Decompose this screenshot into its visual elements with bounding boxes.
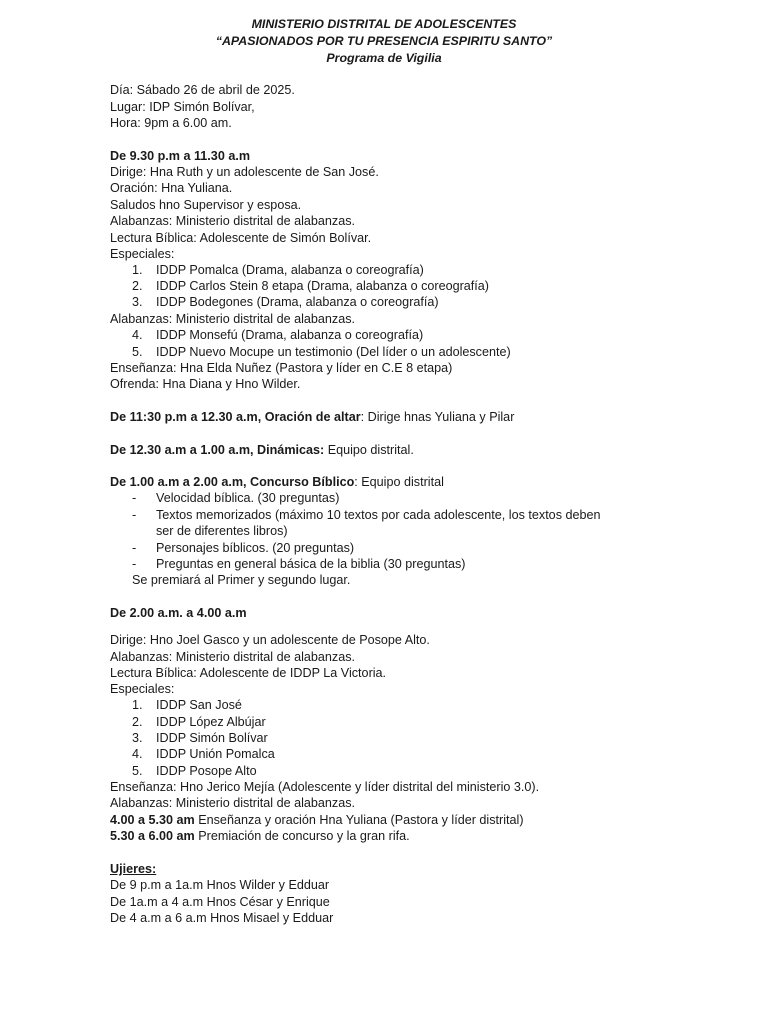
list-item — [0, 540, 768, 556]
block5-time-2 — [110, 828, 410, 844]
block1-alabanzas-2: Alabanzas: Ministerio distrital de alabanzas. — [110, 312, 356, 326]
info-lugar: Lugar: IDP Simón Bolívar, — [110, 100, 255, 114]
list-text: IDDP Pomalca (Drama, alabanza o coreografía) — [156, 263, 424, 277]
list-dash: - — [132, 491, 137, 505]
block5-alabanzas: Alabanzas: Ministerio distrital de alabanzas. — [110, 650, 356, 664]
list-item — [0, 294, 768, 310]
list-item — [0, 278, 768, 294]
list-text: ser de diferentes libros) — [156, 524, 288, 538]
block1-oracion: Oración: Hna Yuliana. — [110, 181, 233, 195]
list-text: IDDP San José — [156, 698, 242, 712]
list-text: IDDP Unión Pomalca — [156, 747, 275, 761]
list-item — [0, 344, 768, 360]
list-text: Preguntas en general básica de la biblia (30 preguntas) — [156, 557, 466, 571]
list-number: 1. — [132, 698, 143, 712]
list-item — [0, 730, 768, 746]
list-number: 4. — [132, 328, 143, 342]
time-label: 5.30 a 6.00 am — [110, 829, 195, 843]
list-dash: - — [132, 541, 137, 555]
list-text: IDDP Carlos Stein 8 etapa (Drama, alabanza o coreografía) — [156, 279, 489, 293]
info-hora: Hora: 9pm a 6.00 am. — [110, 116, 232, 130]
block1-heading: De 9.30 p.m a 11.30 a.m — [110, 149, 251, 163]
list-text: IDDP Bodegones (Drama, alabanza o coreografía) — [156, 295, 439, 309]
list-number: 5. — [132, 764, 143, 778]
block5-especiales-label: Especiales: — [110, 682, 175, 696]
block2-detail: : Dirige hnas Yuliana y Pilar — [360, 410, 515, 424]
block3-line — [110, 442, 414, 458]
block2-line — [110, 409, 514, 425]
block5-alabanzas-2: Alabanzas: Ministerio distrital de alabanzas. — [110, 796, 356, 810]
block1-especiales-label: Especiales: — [110, 247, 175, 261]
block5-dirige: Dirige: Hno Joel Gasco y un adolescente de Posope Alto. — [110, 633, 430, 647]
list-text: IDDP Simón Bolívar — [156, 731, 268, 745]
block1-alabanzas: Alabanzas: Ministerio distrital de alabanzas. — [110, 214, 356, 228]
list-item — [0, 262, 768, 278]
list-item — [0, 697, 768, 713]
header-ministerio: MINISTERIO DISTRITAL DE ADOLESCENTES — [251, 17, 517, 31]
list-text: Textos memorizados (máximo 10 textos por cada adolescente, los textos deben — [156, 508, 601, 522]
block1-ensenanza: Enseñanza: Hna Elda Nuñez (Pastora y líder en C.E 8 etapa) — [110, 361, 453, 375]
ujieres-line: De 1a.m a 4 a.m Hnos César y Enrique — [110, 895, 330, 909]
header-lema: “APASIONADOS POR TU PRESENCIA ESPIRITU SANTO” — [215, 34, 553, 48]
list-number: 2. — [132, 279, 143, 293]
list-text: IDDP Monsefú (Drama, alabanza o coreografía) — [156, 328, 424, 342]
info-dia: Día: Sábado 26 de abril de 2025. — [110, 83, 295, 97]
block5-time-1 — [110, 812, 524, 828]
list-item — [0, 556, 768, 572]
block4-line — [110, 474, 444, 490]
ujieres-line: De 9 p.m a 1a.m Hnos Wilder y Edduar — [110, 878, 330, 892]
list-item — [0, 327, 768, 343]
block1-ofrenda: Ofrenda: Hna Diana y Hno Wilder. — [110, 377, 301, 391]
block3-heading: De 12.30 a.m a 1.00 a.m, Dinámicas: — [110, 443, 325, 457]
ujieres-heading: Ujieres: — [110, 862, 157, 876]
list-item — [0, 763, 768, 779]
list-number: 3. — [132, 731, 143, 745]
list-number: 3. — [132, 295, 143, 309]
list-text: IDDP Nuevo Mocupe un testimonio (Del líder o un adolescente) — [156, 345, 511, 359]
list-item — [0, 523, 768, 539]
list-item — [0, 490, 768, 506]
list-item — [0, 746, 768, 762]
header-programa: Programa de Vigilia — [326, 51, 442, 65]
list-number: 1. — [132, 263, 143, 277]
list-item — [0, 507, 768, 523]
list-text: Personajes bíblicos. (20 preguntas) — [156, 541, 355, 555]
time-label: 4.00 a 5.30 am — [110, 813, 195, 827]
list-number: 5. — [132, 345, 143, 359]
list-dash: - — [132, 557, 137, 571]
block1-lectura: Lectura Bíblica: Adolescente de Simón Bolívar. — [110, 231, 372, 245]
block5-ensenanza: Enseñanza: Hno Jerico Mejía (Adolescente y líder distrital del ministerio 3.0). — [110, 780, 540, 794]
list-text: IDDP López Albújar — [156, 715, 266, 729]
block5-lectura: Lectura Bíblica: Adolescente de IDDP La Victoria. — [110, 666, 387, 680]
block1-dirige: Dirige: Hna Ruth y un adolescente de San José. — [110, 165, 379, 179]
list-text: Velocidad bíblica. (30 preguntas) — [156, 491, 340, 505]
block4-detail: : Equipo distrital — [354, 475, 444, 489]
block1-saludos: Saludos hno Supervisor y esposa. — [110, 198, 302, 212]
list-dash: - — [132, 508, 137, 522]
block3-detail: Equipo distrital. — [324, 443, 414, 457]
block2-heading: De 11:30 p.m a 12.30 a.m, Oración de altar — [110, 410, 361, 424]
list-number: 4. — [132, 747, 143, 761]
block5-heading: De 2.00 a.m. a 4.00 a.m — [110, 606, 247, 620]
list-text: IDDP Posope Alto — [156, 764, 257, 778]
ujieres-line: De 4 a.m a 6 a.m Hnos Misael y Edduar — [110, 911, 334, 925]
list-item — [0, 714, 768, 730]
time-detail: Premiación de concurso y la gran rifa. — [194, 829, 410, 843]
time-detail: Enseñanza y oración Hna Yuliana (Pastora y líder distrital) — [194, 813, 524, 827]
block4-premio: Se premiará al Primer y segundo lugar. — [132, 573, 351, 587]
list-number: 2. — [132, 715, 143, 729]
block4-heading: De 1.00 a.m a 2.00 a.m, Concurso Bíblico — [110, 475, 355, 489]
